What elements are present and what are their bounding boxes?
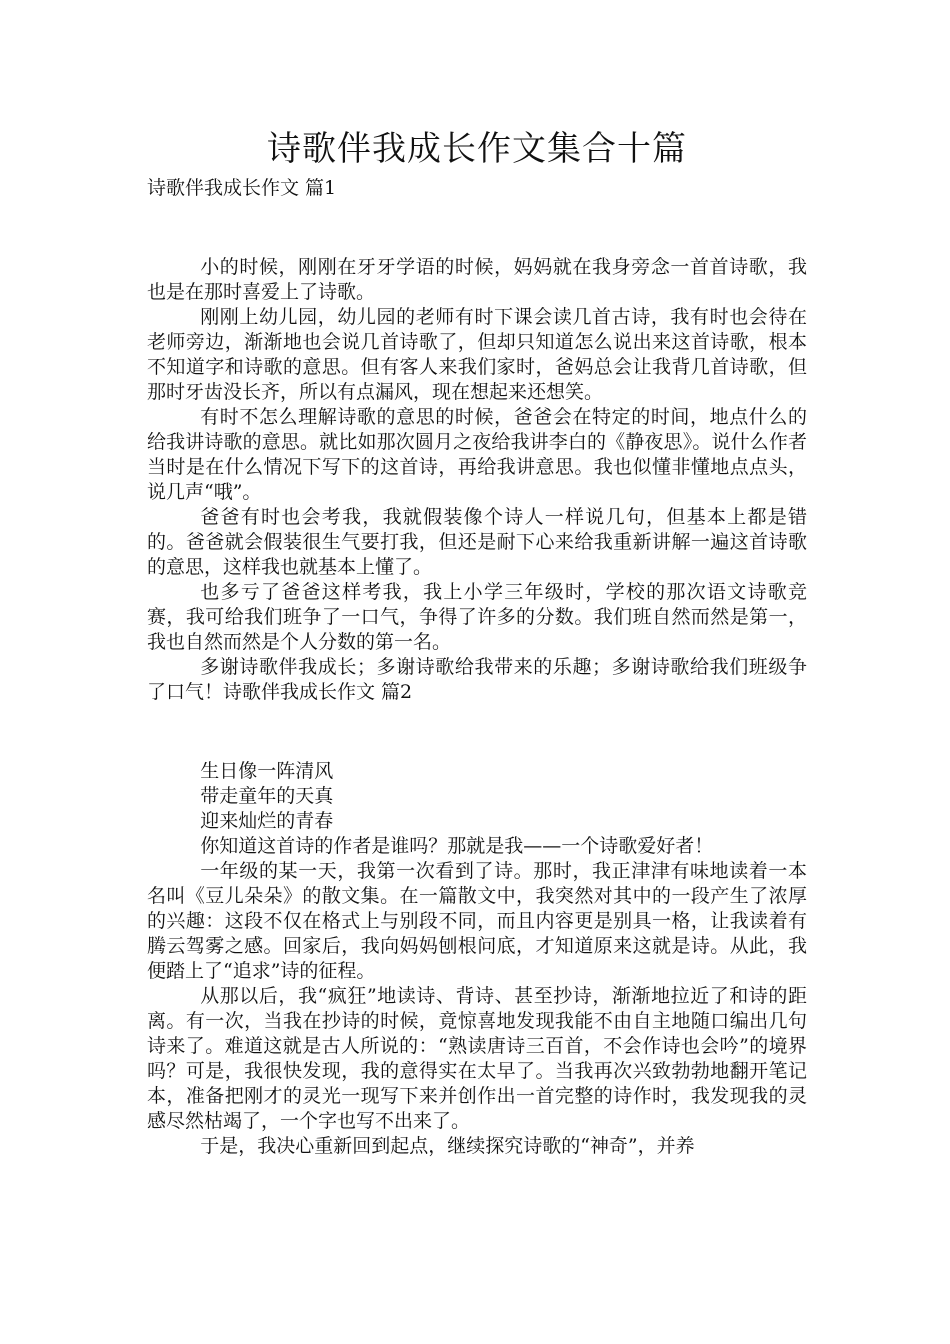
paragraph-text: 多谢诗歌伴我成长；多谢诗歌给我带来的乐趣；多谢诗歌给我们班级争了口气！ xyxy=(147,656,807,703)
section-1-heading: 诗歌伴我成长作文 篇1 xyxy=(147,177,337,199)
section-2-heading: 诗歌伴我成长作文 篇2 xyxy=(223,681,413,703)
poem-line: 生日像一阵清风 xyxy=(200,760,334,782)
section-2-body xyxy=(147,759,807,1159)
poem-line: 带走童年的天真 xyxy=(200,785,334,807)
paragraph: 也多亏了爸爸这样考我，我上小学三年级时，学校的那次语文诗歌竞赛，我可给我们班争了一口气，争得了许多的分数。我们班自然而然是第一，我也自然而然是个人分数的第一名。 xyxy=(147,581,807,653)
paragraph: 刚刚上幼儿园，幼儿园的老师有时下课会读几首古诗，我有时也会待在老师旁边，渐渐地也会说几首诗歌了，但却只知道怎么说出来这首诗歌，根本不知道字和诗歌的意思。但有客人来我们家时，爸妈总会让我背几首诗歌，但那时牙齿没长齐，所以有点漏风，现在想起来还想笑。 xyxy=(147,306,807,403)
paragraph: 一年级的某一天，我第一次看到了诗。那时，我正津津有味地读着一本名叫《豆儿朵朵》的散文集。在一篇散文中，我突然对其中的一段产生了浓厚的兴趣：这段不仅在格式上与别段不同，而且内容更是别具一格，让我读着有腾云驾雾之感。回家后，我向妈妈刨根问底，才知道原来这就是诗。从此，我便踏上了“追求”诗的征程。 xyxy=(147,860,807,982)
section-1-body xyxy=(147,255,807,705)
paragraph: 从那以后，我“疯狂”地读诗、背诗、甚至抄诗，渐渐地拉近了和诗的距离。有一次，当我在抄诗的时候，竟惊喜地发现我能不由自主地随口编出几句诗来了。难道这就是古人所说的：“熟读唐诗三百首，不会作诗也会吟”的境界吗？可是，我很快发现，我的意得实在太早了。当我再次兴致勃勃地翻开笔记本，准备把刚才的灵光一现写下来并创作出一首完整的诗作时，我发现我的灵感尽然枯竭了，一个字也写不出来了。 xyxy=(147,985,807,1132)
paragraph: 小的时候，刚刚在牙牙学语的时候，妈妈就在我身旁念一首首诗歌，我也是在那时喜爱上了诗歌。 xyxy=(147,256,807,303)
paragraph: 于是，我决心重新回到起点，继续探究诗歌的“神奇”，并养 xyxy=(200,1135,695,1157)
paragraph-with-next-heading xyxy=(147,655,807,705)
document-title: 诗歌伴我成长作文集合十篇 xyxy=(267,129,687,169)
poem-line: 迎来灿烂的青春 xyxy=(200,810,334,832)
document-page xyxy=(147,126,807,1159)
paragraph: 你知道这首诗的作者是谁吗？那就是我——一个诗歌爱好者！ xyxy=(200,835,714,857)
paragraph: 爸爸有时也会考我，我就假装像个诗人一样说几句，但基本上都是错的。爸爸就会假装很生气要打我，但还是耐下心来给我重新讲解一遍这首诗歌的意思，这样我也就基本上懂了。 xyxy=(147,506,807,578)
paragraph: 有时不怎么理解诗歌的意思的时候，爸爸会在特定的时间，地点什么的给我讲诗歌的意思。就比如那次圆月之夜给我讲李白的《静夜思》。说什么作者当时是在什么情况下写下的这首诗，再给我讲意思。我也似懂非懂地点点头，说几声“哦”。 xyxy=(147,406,807,503)
